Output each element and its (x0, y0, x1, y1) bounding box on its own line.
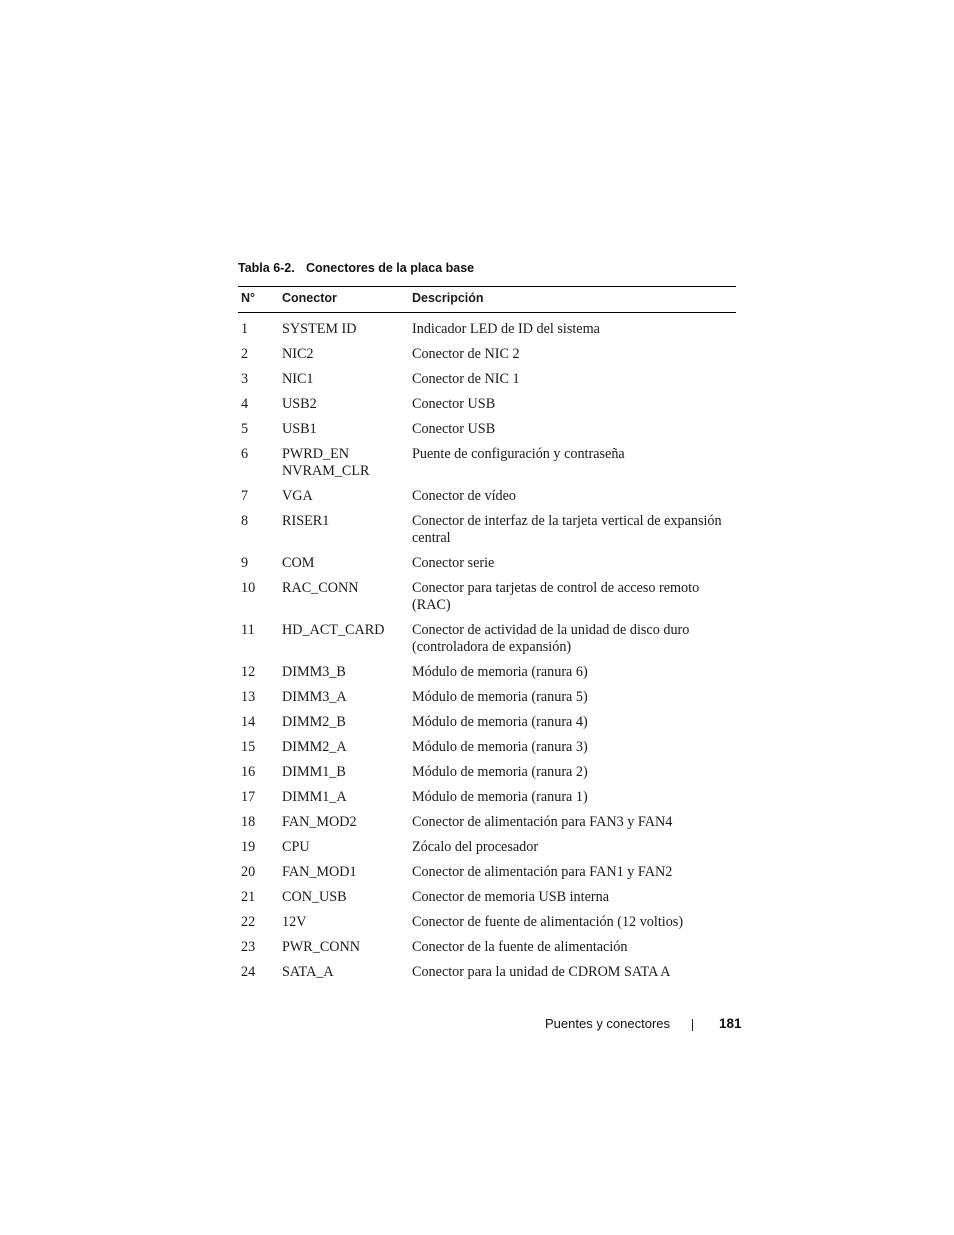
cell-description: Conector de alimentación para FAN1 y FAN2 (412, 864, 673, 880)
cell-description: Conector de vídeo (412, 488, 517, 504)
cell-connector: NIC1 (282, 371, 314, 387)
table-header (238, 286, 736, 313)
cell-connector: CPU (282, 839, 310, 855)
cell-description: Conector de interfaz de la tarjeta vertical de expansión central (412, 513, 722, 546)
cell-number: 13 (241, 689, 256, 705)
cell-connector: DIMM3_B (282, 664, 346, 680)
cell-connector: CON_USB (282, 889, 347, 905)
table-caption (238, 261, 474, 275)
cell-connector: 12V (282, 914, 307, 930)
cell-number: 5 (241, 421, 249, 437)
cell-connector: DIMM1_A (282, 789, 347, 805)
cell-connector: SYSTEM ID (282, 321, 357, 337)
cell-description: Zócalo del procesador (412, 839, 539, 855)
cell-number: 14 (241, 714, 256, 730)
cell-number: 8 (241, 513, 249, 529)
cell-number: 12 (241, 664, 256, 680)
cell-description: Conector de actividad de la unidad de disco duro (controladora de expansión) (412, 622, 690, 655)
cell-connector: PWR_CONN (282, 939, 361, 955)
cell-description: Conector USB (412, 396, 496, 412)
cell-number: 15 (241, 739, 256, 755)
header-connector: Conector (282, 291, 337, 305)
cell-description: Conector para tarjetas de control de acceso remoto (RAC) (412, 580, 700, 613)
header-number: N° (241, 291, 256, 305)
cell-connector: HD_ACT_CARD (282, 622, 385, 638)
table-caption-number: Tabla 6-2. (238, 261, 295, 275)
cell-description: Módulo de memoria (ranura 5) (412, 689, 588, 705)
cell-number: 7 (241, 488, 249, 504)
cell-connector: VGA (282, 488, 313, 504)
cell-connector: SATA_A (282, 964, 334, 980)
cell-description: Conector de NIC 2 (412, 346, 520, 362)
cell-description: Módulo de memoria (ranura 3) (412, 739, 588, 755)
cell-description: Conector USB (412, 421, 496, 437)
cell-connector: USB1 (282, 421, 317, 437)
cell-description: Conector de fuente de alimentación (12 voltios) (412, 914, 684, 930)
table-caption-title: Conectores de la placa base (306, 261, 475, 275)
cell-number: 19 (241, 839, 256, 855)
footer-section-title: Puentes y conectores (545, 1016, 671, 1031)
cell-description: Conector serie (412, 555, 495, 571)
cell-connector: FAN_MOD1 (282, 864, 357, 880)
cell-connector: PWRD_EN NVRAM_CLR (282, 446, 370, 479)
cell-connector: DIMM3_A (282, 689, 347, 705)
cell-connector: COM (282, 555, 315, 571)
cell-number: 10 (241, 580, 256, 596)
header-description: Descripción (412, 291, 484, 305)
footer-divider (692, 1019, 693, 1031)
cell-connector: USB2 (282, 396, 317, 412)
cell-number: 3 (241, 371, 249, 387)
cell-connector: DIMM1_B (282, 764, 346, 780)
cell-number: 11 (241, 622, 255, 638)
cell-connector: RAC_CONN (282, 580, 359, 596)
cell-number: 9 (241, 555, 249, 571)
cell-number: 23 (241, 939, 256, 955)
connectors-table (238, 286, 736, 989)
cell-number: 2 (241, 346, 249, 362)
cell-description: Módulo de memoria (ranura 2) (412, 764, 588, 780)
cell-number: 18 (241, 814, 256, 830)
cell-description: Puente de configuración y contraseña (412, 446, 625, 462)
cell-number: 20 (241, 864, 256, 880)
cell-description: Conector de alimentación para FAN3 y FAN4 (412, 814, 673, 830)
cell-number: 4 (241, 396, 249, 412)
cell-description: Conector para la unidad de CDROM SATA A (412, 964, 671, 980)
cell-number: 16 (241, 764, 256, 780)
cell-number: 1 (241, 321, 249, 337)
cell-description: Conector de la fuente de alimentación (412, 939, 628, 955)
cell-description: Módulo de memoria (ranura 6) (412, 664, 588, 680)
cell-number: 21 (241, 889, 256, 905)
page-footer (0, 1016, 954, 1036)
cell-description: Módulo de memoria (ranura 1) (412, 789, 588, 805)
page-number: 181 (719, 1016, 742, 1031)
cell-number: 24 (241, 964, 256, 980)
cell-connector: RISER1 (282, 513, 330, 529)
cell-description: Módulo de memoria (ranura 4) (412, 714, 588, 730)
table-body (238, 313, 736, 989)
cell-connector: DIMM2_B (282, 714, 346, 730)
cell-number: 22 (241, 914, 256, 930)
cell-description: Conector de NIC 1 (412, 371, 520, 387)
cell-description: Conector de memoria USB interna (412, 889, 609, 905)
cell-number: 6 (241, 446, 249, 462)
cell-description: Indicador LED de ID del sistema (412, 321, 600, 337)
cell-connector: NIC2 (282, 346, 314, 362)
cell-connector: FAN_MOD2 (282, 814, 357, 830)
cell-number: 17 (241, 789, 256, 805)
cell-connector: DIMM2_A (282, 739, 347, 755)
